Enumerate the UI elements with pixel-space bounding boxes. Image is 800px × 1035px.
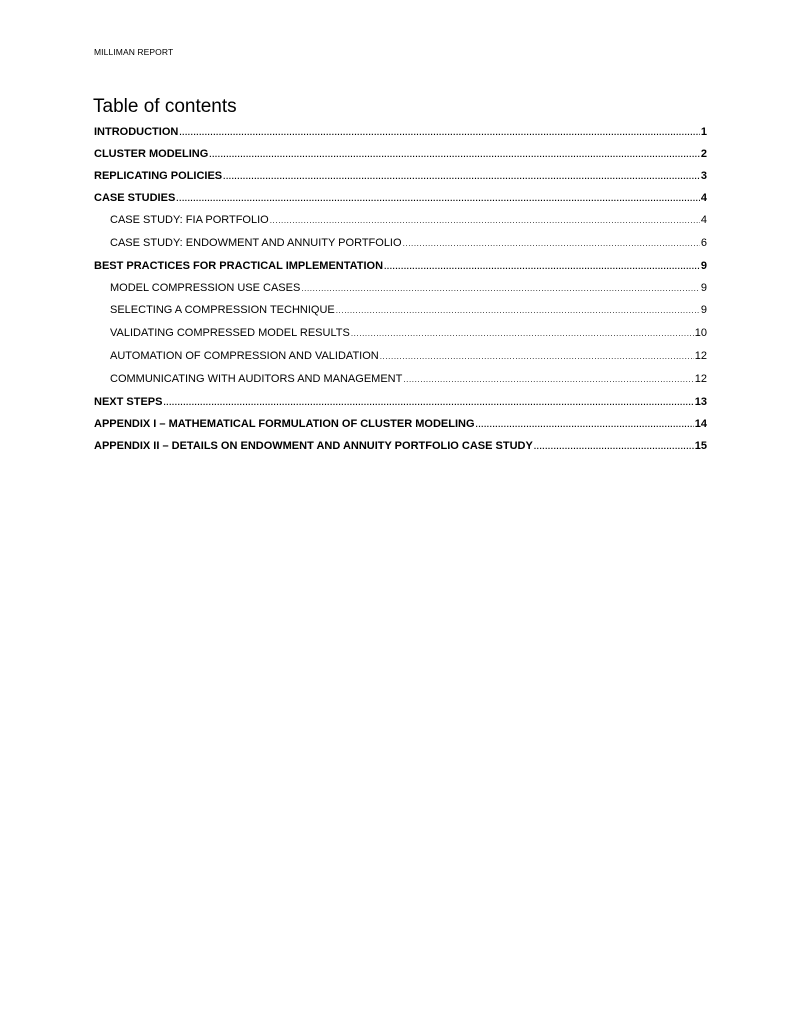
toc-page-number: 12 xyxy=(694,373,707,385)
toc-entry-case-study-fia[interactable] xyxy=(94,214,707,227)
toc-entry-label: CLUSTER MODELING xyxy=(94,148,209,160)
toc-entry-label: REPLICATING POLICIES xyxy=(94,170,223,182)
toc-entry-label: APPENDIX II – DETAILS ON ENDOWMENT AND ANNUITY PORTFOLIO CASE STUDY xyxy=(94,440,533,452)
toc-page-number: 3 xyxy=(700,170,707,182)
toc-entry-label: VALIDATING COMPRESSED MODEL RESULTS xyxy=(110,327,350,339)
toc-entry-label: NEXT STEPS xyxy=(94,396,163,408)
toc-entry-label: MODEL COMPRESSION USE CASES xyxy=(110,282,301,294)
toc-dot-leader xyxy=(270,214,700,227)
toc-entry-label: COMMUNICATING WITH AUDITORS AND MANAGEMENT xyxy=(110,373,403,385)
toc-dot-leader xyxy=(351,327,694,340)
toc-entry-label: BEST PRACTICES FOR PRACTICAL IMPLEMENTATION xyxy=(94,260,384,272)
toc-entry-best-practices[interactable] xyxy=(94,260,707,273)
toc-page-number: 13 xyxy=(694,396,707,408)
toc-dot-leader xyxy=(380,350,694,363)
toc-dot-leader xyxy=(209,148,700,161)
toc-page-number: 9 xyxy=(700,260,707,272)
toc-entry-selecting-technique[interactable] xyxy=(94,304,707,317)
toc-page-number: 2 xyxy=(700,148,707,160)
toc-page-number: 9 xyxy=(700,282,707,294)
toc-entry-validating-results[interactable] xyxy=(94,327,707,340)
toc-page-number: 12 xyxy=(694,350,707,362)
toc-entry-communicating[interactable] xyxy=(94,373,707,386)
toc-entry-introduction[interactable] xyxy=(94,126,707,139)
toc-entry-label: CASE STUDY: ENDOWMENT AND ANNUITY PORTFOLIO xyxy=(110,237,402,249)
page-title: Table of contents xyxy=(93,96,237,117)
toc-page-number: 14 xyxy=(694,418,707,430)
toc-page-number: 15 xyxy=(694,440,707,452)
toc-entry-label: CASE STUDY: FIA PORTFOLIO xyxy=(110,214,269,226)
toc-dot-leader xyxy=(384,260,700,273)
toc-entry-cluster-modeling[interactable] xyxy=(94,148,707,161)
toc-page-number: 10 xyxy=(694,327,707,339)
toc-entry-case-studies[interactable] xyxy=(94,192,707,205)
toc-entry-next-steps[interactable] xyxy=(94,396,707,409)
toc-dot-leader xyxy=(476,418,694,431)
toc-entry-model-compression-use-cases[interactable] xyxy=(94,282,707,295)
running-header: MILLIMAN REPORT xyxy=(94,47,174,57)
toc-page-number: 4 xyxy=(700,214,707,226)
toc-entry-label: APPENDIX I – MATHEMATICAL FORMULATION OF CLUSTER MODELING xyxy=(94,418,475,430)
toc-dot-leader xyxy=(301,282,700,295)
toc-page-number: 4 xyxy=(700,192,707,204)
toc-dot-leader xyxy=(336,304,700,317)
toc-entry-automation[interactable] xyxy=(94,350,707,363)
toc-dot-leader xyxy=(223,170,700,183)
toc-dot-leader xyxy=(403,237,700,250)
toc-entry-label: SELECTING A COMPRESSION TECHNIQUE xyxy=(110,304,335,316)
table-of-contents xyxy=(94,126,707,453)
toc-page-number: 1 xyxy=(700,126,707,138)
toc-entry-appendix-i[interactable] xyxy=(94,418,707,431)
toc-page-number: 9 xyxy=(700,304,707,316)
toc-dot-leader xyxy=(163,396,693,409)
toc-entry-label: CASE STUDIES xyxy=(94,192,176,204)
toc-dot-leader xyxy=(179,126,700,139)
toc-dot-leader xyxy=(403,373,693,386)
toc-entry-label: INTRODUCTION xyxy=(94,126,179,138)
toc-dot-leader xyxy=(176,192,700,205)
toc-entry-label: AUTOMATION OF COMPRESSION AND VALIDATION xyxy=(110,350,379,362)
toc-dot-leader xyxy=(534,440,694,453)
toc-entry-replicating-policies[interactable] xyxy=(94,170,707,183)
toc-page-number: 6 xyxy=(700,237,707,249)
toc-entry-case-study-endowment[interactable] xyxy=(94,237,707,250)
toc-entry-appendix-ii[interactable] xyxy=(94,440,707,453)
